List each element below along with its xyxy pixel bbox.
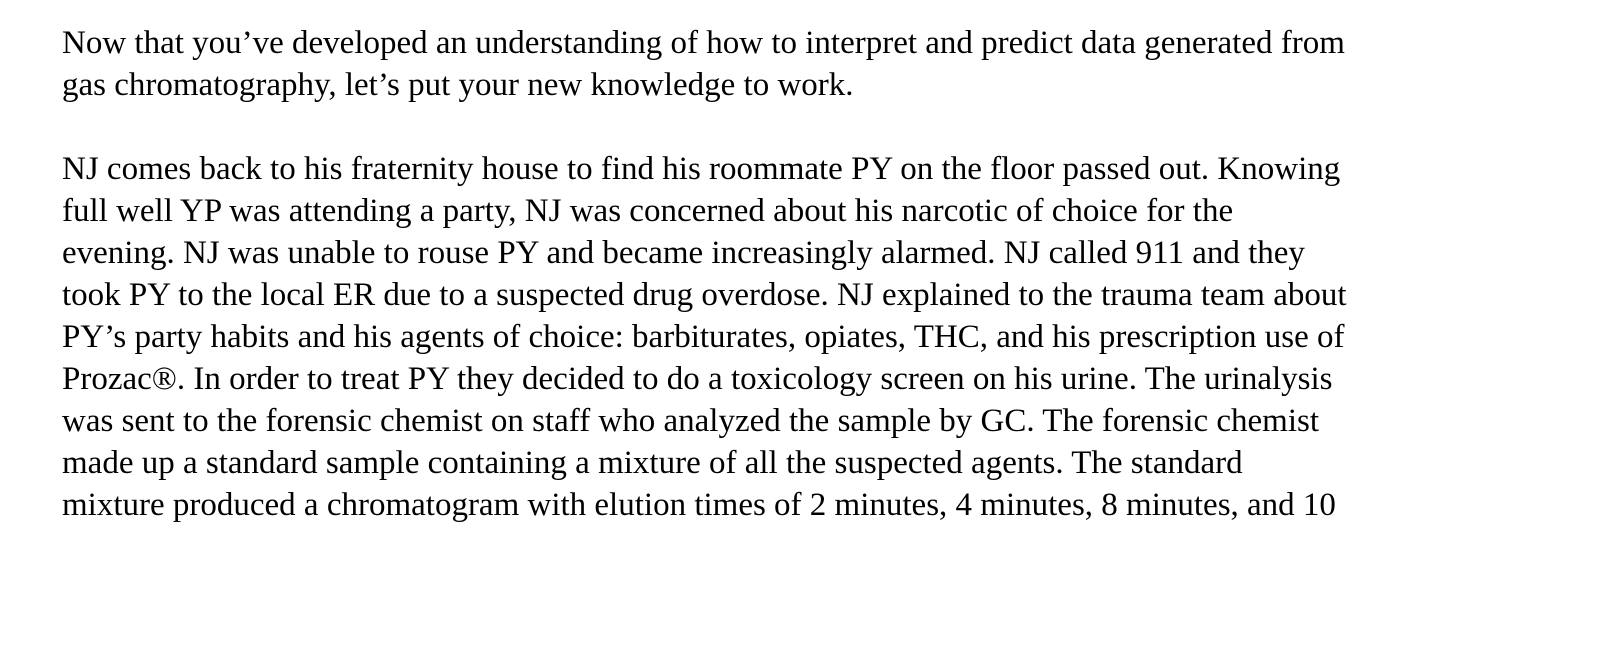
text-line: PY’s party habits and his agents of choice: barbiturates, opiates, THC, and his prescription use of bbox=[62, 319, 1345, 355]
document-body bbox=[62, 22, 1582, 526]
text-line: full well YP was attending a party, NJ was concerned about his narcotic of choice for the bbox=[62, 193, 1234, 229]
text-line: was sent to the forensic chemist on staff who analyzed the sample by GC. The forensic chemist bbox=[62, 403, 1320, 439]
paragraph-spacer bbox=[62, 106, 1582, 148]
text-line: evening. NJ was unable to rouse PY and became increasingly alarmed. NJ called 911 and they bbox=[62, 235, 1305, 271]
text-line: mixture produced a chromatogram with elution times of 2 minutes, 4 minutes, 8 minutes, and 10 bbox=[62, 487, 1336, 523]
text-line: gas chromatography, let’s put your new knowledge to work. bbox=[62, 67, 854, 103]
text-line: Prozac®. In order to treat PY they decided to do a toxicology screen on his urine. The urinalysis bbox=[62, 361, 1333, 397]
text-line: took PY to the local ER due to a suspected drug overdose. NJ explained to the trauma team about bbox=[62, 277, 1347, 313]
text-line: NJ comes back to his fraternity house to find his roommate PY on the floor passed out. Knowing bbox=[62, 151, 1341, 187]
intro-paragraph bbox=[62, 22, 1582, 106]
text-line: Now that you’ve developed an understanding of how to interpret and predict data generated from bbox=[62, 25, 1345, 61]
scenario-paragraph bbox=[62, 148, 1582, 526]
text-line: made up a standard sample containing a mixture of all the suspected agents. The standard bbox=[62, 445, 1243, 481]
